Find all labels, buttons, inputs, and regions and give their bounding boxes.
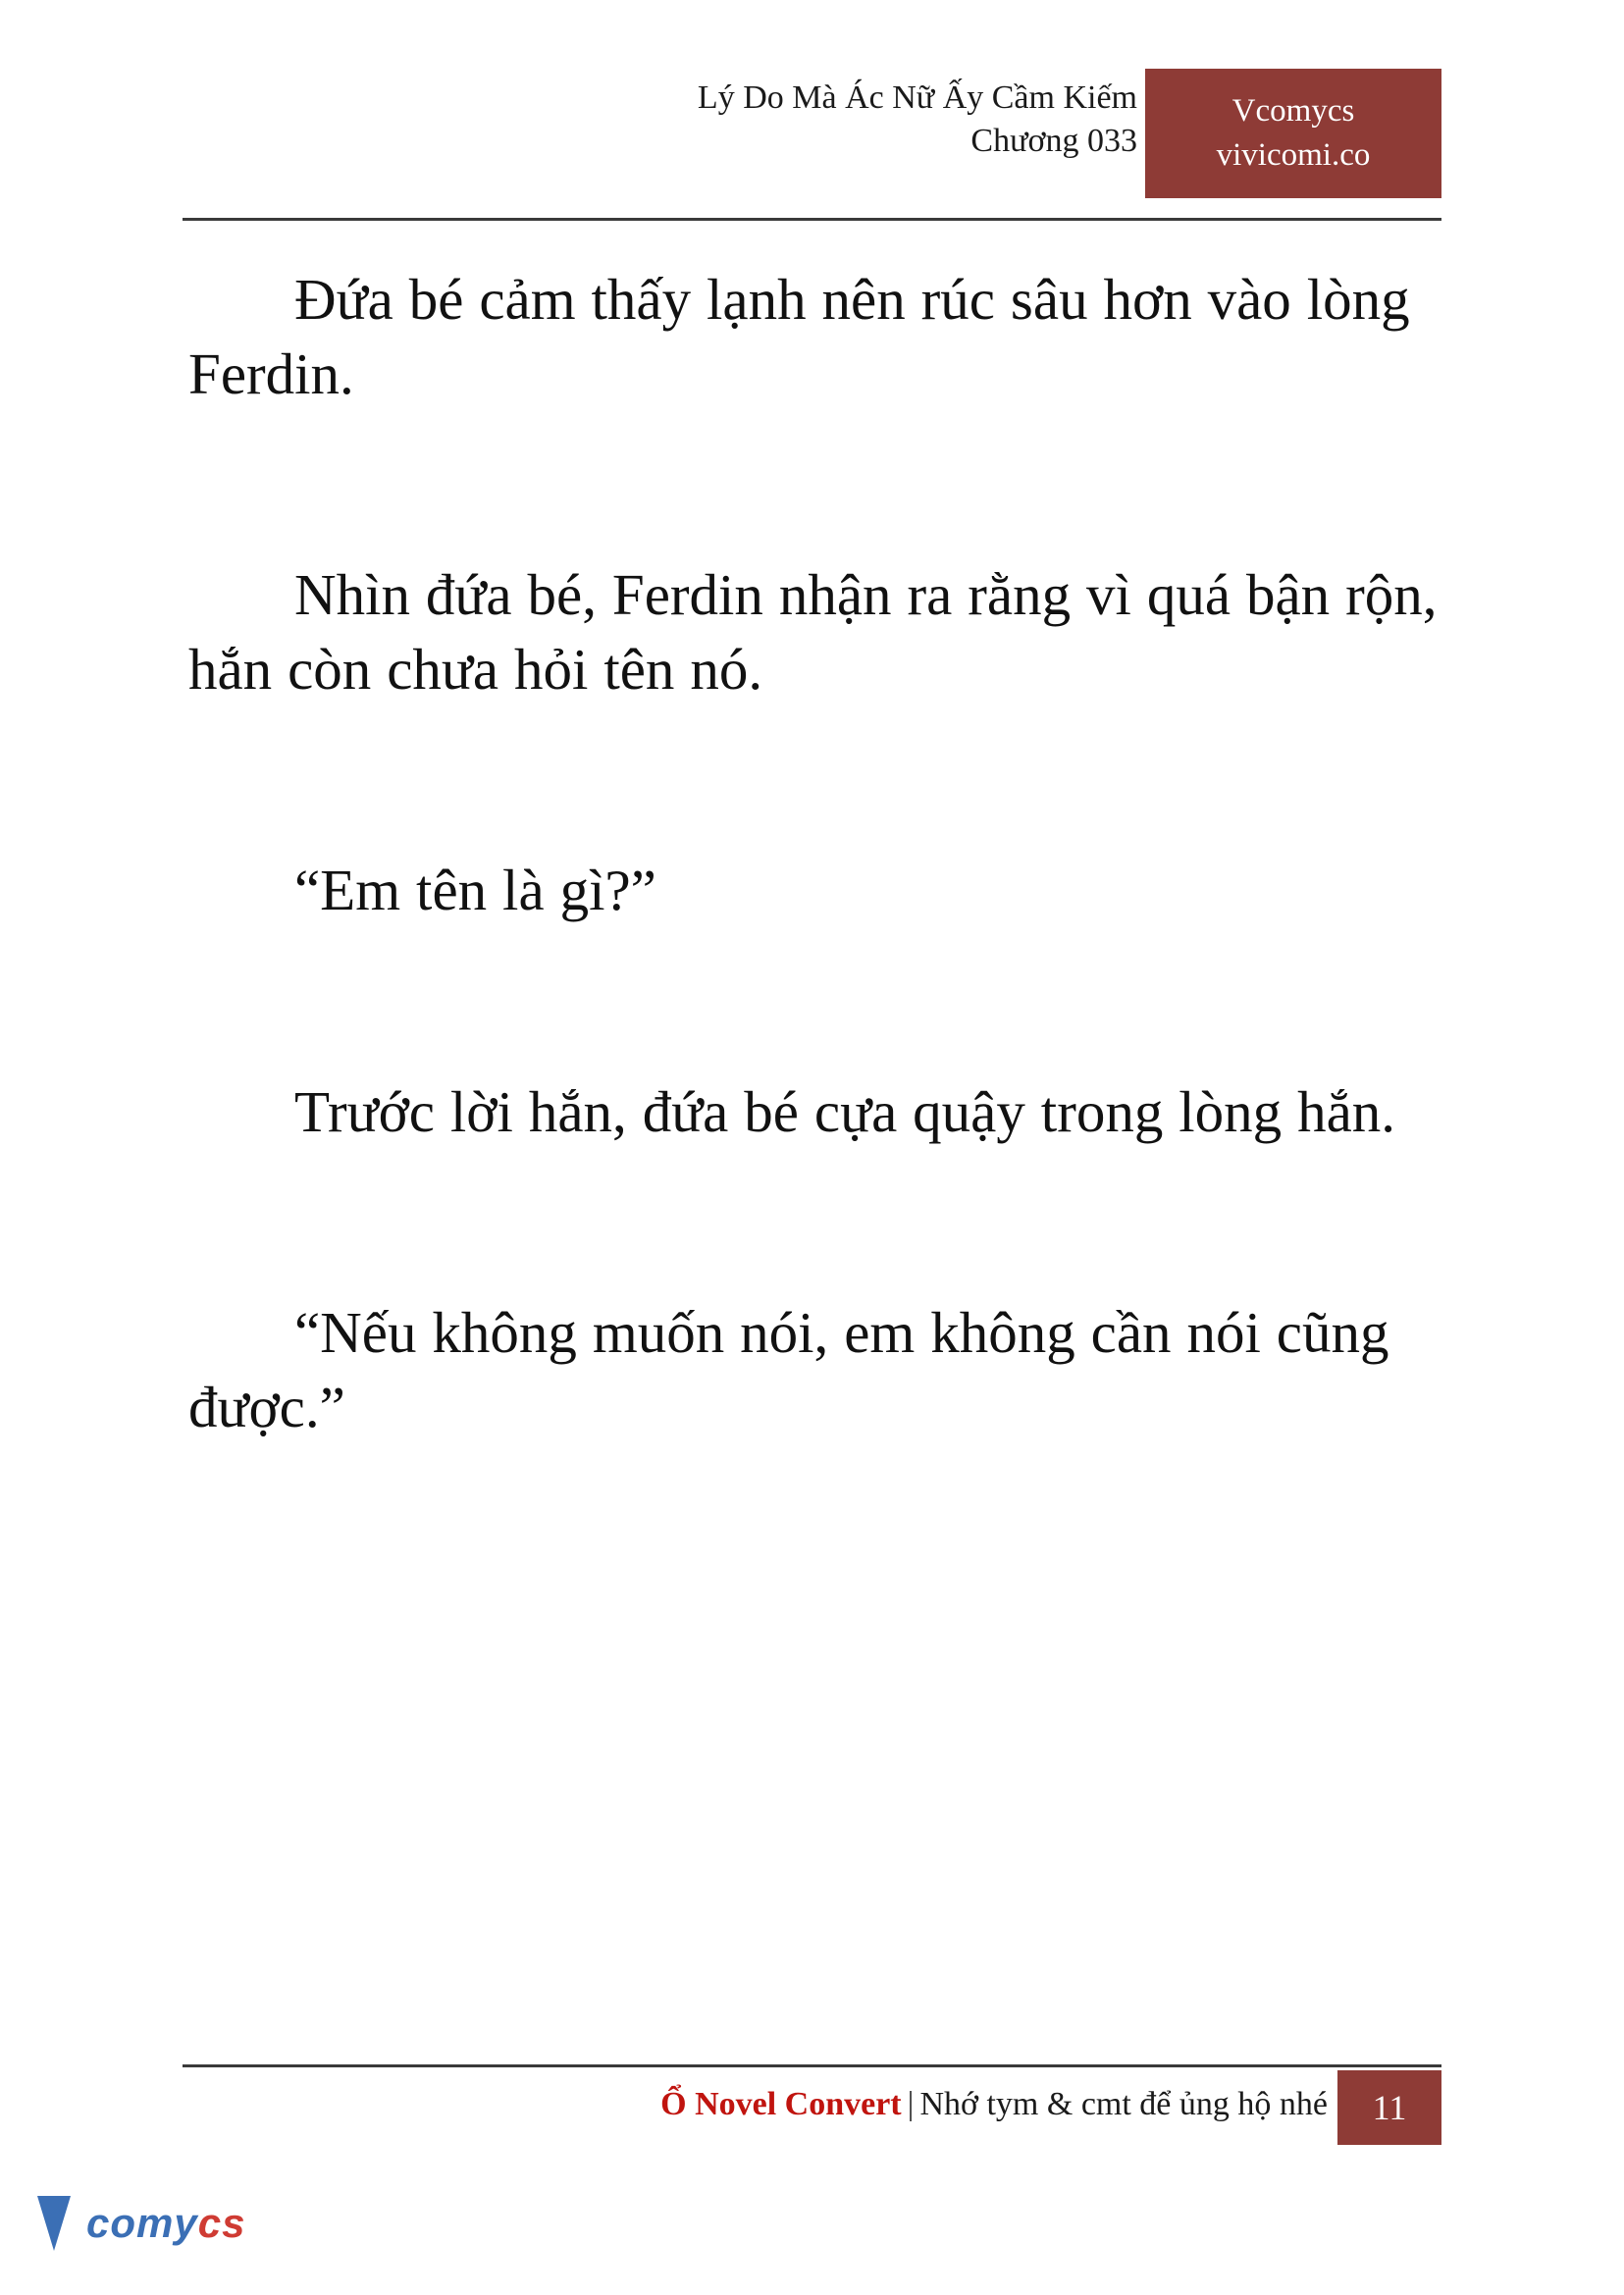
footer-divider	[183, 2064, 1441, 2067]
paragraph: Nhìn đứa bé, Ferdin nhận ra rằng vì quá bận rộn, hắn còn chưa hỏi tên nó.	[188, 562, 1438, 702]
header-title-group	[698, 77, 1137, 162]
page-number-badge	[1337, 2070, 1441, 2145]
page-number: 11	[1372, 2088, 1407, 2127]
page-footer	[183, 2072, 1441, 2147]
paragraph: “Em tên là gì?”	[294, 858, 656, 923]
chapter-label: Chương 033	[970, 122, 1137, 159]
footer-note: Nhớ tym & cmt để ủng hộ nhé	[919, 2086, 1328, 2122]
book-title: Lý Do Mà Ác Nữ Ấy Cầm Kiếm	[697, 79, 1137, 116]
page-header	[183, 77, 1441, 214]
site-badge-name: Vcomycs	[1231, 93, 1355, 130]
footer-brand: Ổ Novel Convert	[660, 2086, 902, 2122]
site-badge-url: vivicomi.co	[1216, 137, 1371, 173]
vcomycs-watermark	[35, 2188, 271, 2267]
watermark-text-secondary: cs	[197, 2200, 246, 2246]
paragraph: “Nếu không muốn nói, em không cần nói cũng được.”	[188, 1300, 1389, 1439]
footer-text-group	[660, 2086, 1328, 2123]
watermark-text-primary: comy	[86, 2200, 198, 2246]
paragraph: Trước lời hắn, đứa bé cựa quậy trong lòng hắn.	[294, 1078, 1396, 1144]
paragraph: Đứa bé cảm thấy lạnh nên rúc sâu hơn vào lòng Ferdin.	[188, 267, 1410, 406]
site-badge	[1145, 69, 1441, 198]
page-content	[188, 263, 1441, 1515]
watermark-text	[86, 2200, 245, 2247]
header-divider	[183, 218, 1441, 221]
footer-separator: |	[907, 2086, 915, 2122]
